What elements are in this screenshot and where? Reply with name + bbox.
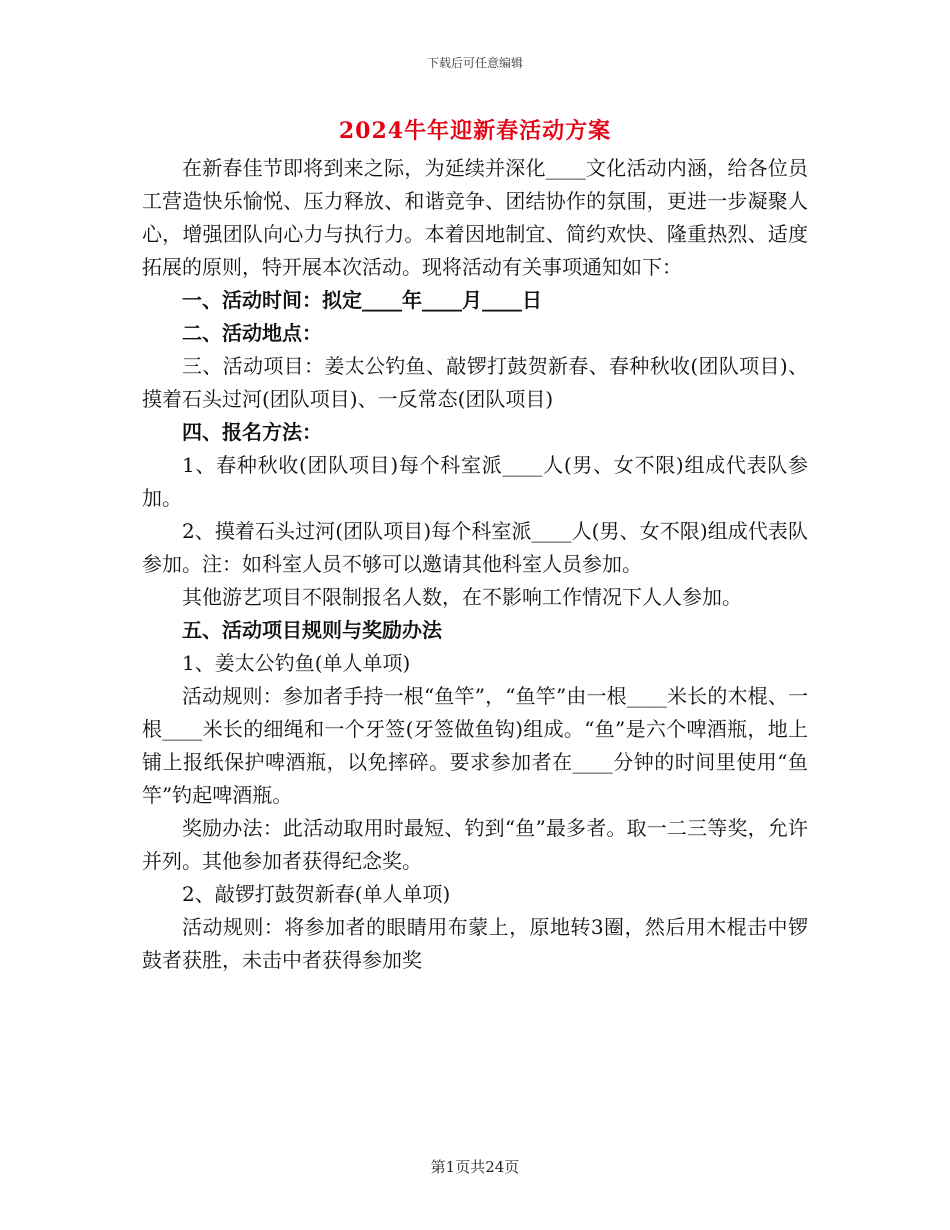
paragraph-game-1-rules: 活动规则：参加者手持一根“鱼竿”，“鱼竿”由一根____米长的木棍、一根____米长的细绳和一个牙签(牙签做鱼钩)组成。“鱼”是六个啤酒瓶，地上铺上报纸保护啤酒瓶，以免摔碎。要求参加者在____分钟的时间里使用“鱼竿”钓起啤酒瓶。: [142, 684, 808, 807]
paragraph-signup-2: 2、摸着石头过河(团队项目)每个科室派____人(男、女不限)组成代表队参加。注：如科室人员不够可以邀请其他科室人员参加。: [142, 519, 808, 576]
paragraph-projects: 三、活动项目：姜太公钓鱼、敲锣打鼓贺新春、春种秋收(团队项目)、摸着石头过河(团队项目)、一反常态(团队项目): [142, 354, 808, 411]
paragraph-intro: 在新春佳节即将到来之际，为延续并深化____文化活动内涵，给各位员工营造快乐愉悦、压力释放、和谐竞争、团结协作的氛围，更进一步凝聚人心，增强团队向心力与执行力。本着因地制宜、简约欢快、隆重热烈、适度拓展的原则，特开展本次活动。现将活动有关事项通知如下：: [142, 156, 808, 279]
paragraph-game-1-title: 1、姜太公钓鱼(单人单项): [182, 651, 411, 675]
document-body: [142, 152, 808, 977]
page-footer: 第1页共24页: [430, 1158, 520, 1176]
section-heading-signup: 四、报名方法：: [182, 420, 322, 444]
paragraph-game-2-rules: 活动规则：将参加者的眼睛用布蒙上，原地转3圈，然后用木棍击中锣鼓者获胜，未击中者获得参加奖: [142, 915, 808, 972]
section-heading-location: 二、活动地点：: [182, 321, 322, 345]
paragraph-game-2-title: 2、敲锣打鼓贺新春(单人单项): [182, 882, 451, 906]
paragraph-signup-other: 其他游艺项目不限制报名人数，在不影响工作情况下人人参加。: [182, 585, 742, 609]
paragraph-signup-1: 1、春种秋收(团队项目)每个科室派____人(男、女不限)组成代表队参加。: [142, 453, 808, 510]
page-header-note: 下载后可任意编辑: [426, 56, 523, 70]
document-title: 2024牛年迎新春活动方案: [338, 118, 612, 144]
section-heading-rules: 五、活动项目规则与奖励办法: [182, 618, 442, 642]
paragraph-game-1-awards: 奖励办法：此活动取用时最短、钓到“鱼”最多者。取一二三等奖，允许并列。其他参加者获得纪念奖。: [142, 816, 808, 873]
section-heading-time: 一、活动时间：拟定____年____月____日: [182, 288, 542, 312]
